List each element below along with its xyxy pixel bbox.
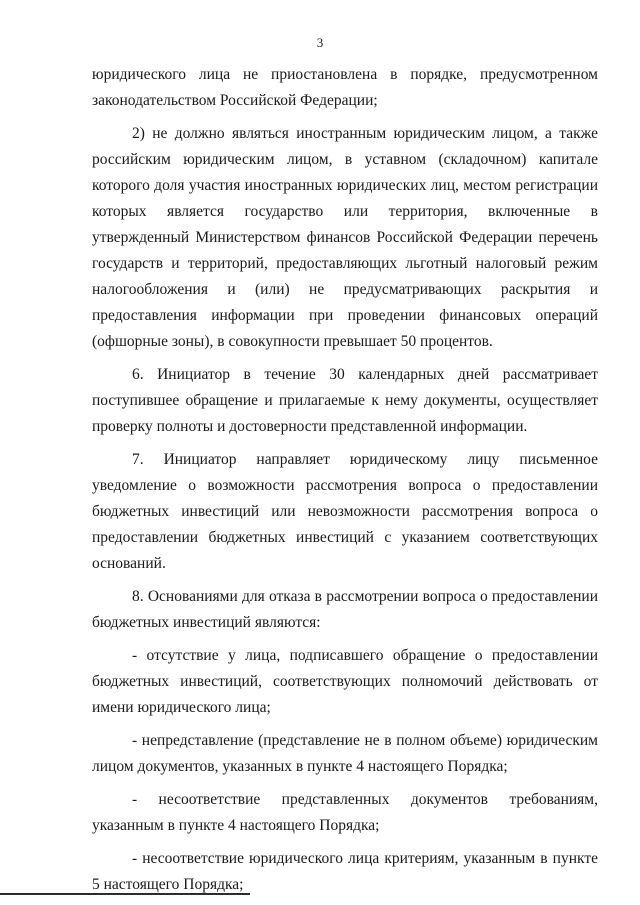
list-item-refusal-criteria: - несоответствие юридического лица критериям, указанным в пункте 5 настоящего Порядка; — [92, 850, 598, 893]
page-number: 3 — [316, 35, 324, 50]
list-item-refusal-authority: - отсутствие у лица, подписавшего обращение о предоставлении бюджетных инвестиций, соответствующих полномочий действовать от имени юридического лица; — [92, 647, 598, 716]
list-item-refusal-requirements: - несоответствие представленных документов требованиям, указанным в пункте 4 настоящего Порядка; — [92, 791, 598, 834]
list-item-refusal-documents: - непредставление (представление не в полном объеме) юридическим лицом документов, указанных в пункте 4 настоящего Порядка; — [92, 732, 598, 775]
footer-divider — [0, 893, 250, 895]
paragraph-item-8: 8. Основаниями для отказа в рассмотрении вопроса о предоставлении бюджетных инвестиций являются: — [92, 588, 598, 631]
paragraph-item-7: 7. Инициатор направляет юридическому лицу письменное уведомление о возможности рассмотрения вопроса о предоставлении бюджетных инвестиций или невозможности рассмотрения вопроса о предоставлении бюджетных инвестиций с указанием соответствующих оснований. — [92, 451, 598, 572]
paragraph-item-2-foreign-entity: 2) не должно являться иностранным юридическим лицом, а также российским юридическим лицом, в уставном (складочном) капитале которого доля участия иностранных юридических лиц, местом регистрации которых является государство или территория, включенные в утвержденный Министерством финансов Российской Федерации перечень государств и территорий, предоставляющих льготный налоговый режим налогообложения и (или) не предусматривающих раскрытия и предоставления информации при проведении финансовых операций (офшорные зоны), в совокупности превышает 50 процентов. — [92, 125, 598, 350]
paragraph-item-6: 6. Инициатор в течение 30 календарных дней рассматривает поступившее обращение и прилагаемые к нему документы, осуществляет проверку полноты и достоверности представленной информации. — [92, 366, 598, 435]
paragraph-continuation: юридического лица не приостановлена в порядке, предусмотренном законодательством Российской Федерации; — [92, 66, 598, 109]
document-body — [92, 62, 598, 905]
